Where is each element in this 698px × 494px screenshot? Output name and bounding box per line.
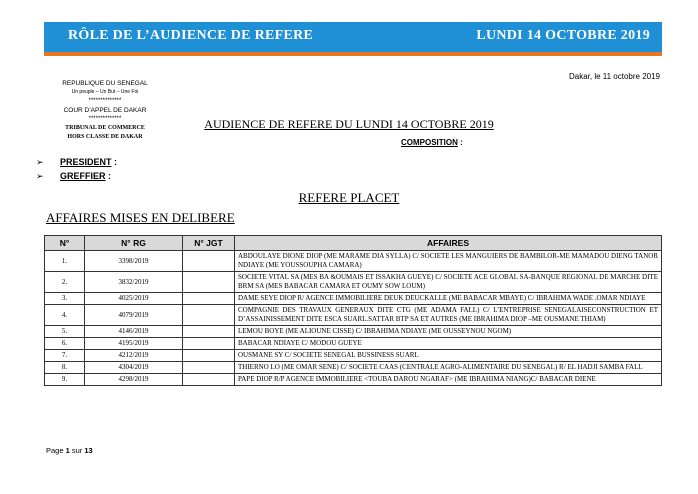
role-label: GREFFIER — [60, 171, 106, 181]
header-title-left: RÔLE DE L’AUDIENCE DE REFERE — [68, 28, 314, 43]
row-affaire: THIERNO LO (ME OMAR SENE) C/ SOCIETE CAAS (CENTRALE AGRO-ALIMENTAIRE DU SENEGAL) R/ EL HADJI SAMBA FALL — [235, 362, 662, 374]
row-jgt — [183, 293, 235, 305]
row-number: 3. — [45, 293, 85, 305]
row-rg: 4195/2019 — [85, 338, 183, 350]
row-affaire: COMPAGNIE DES TRAVAUX GENERAUX DITE CTG (ME ADAMA FALL) C/ L’ENTREPRISE SENEGALAISECONSTRUCTION ET D’ASSAINISSEMENT DITE ESCA SUARL.SATTAR BTP SA ET AUTRES (ME IBRAHIMA DIOP –ME OUSMANE THIAM) — [235, 305, 662, 326]
column-header-rg: N° RG — [85, 236, 183, 251]
column-header-affaires: AFFAIRES — [235, 236, 662, 251]
letterhead-motto: Un peuple – Un But – Une Foi — [71, 89, 139, 95]
column-header-number: N° — [45, 236, 85, 251]
composition-line — [401, 138, 463, 147]
table-row — [45, 272, 662, 293]
table-header-row — [45, 236, 662, 251]
letterhead-class: HORS CLASSE DE DAKAR — [67, 134, 143, 140]
table-row — [45, 251, 662, 272]
row-affaire: BABACAR NDIAYE C/ MODOU GUEYE — [235, 338, 662, 350]
row-rg: 4304/2019 — [85, 362, 183, 374]
role-suffix: : — [111, 157, 118, 167]
row-number: 1. — [45, 251, 85, 272]
page-footer — [46, 446, 93, 455]
row-number: 4. — [45, 305, 85, 326]
column-header-jgt: N° JGT — [183, 236, 235, 251]
letterhead — [48, 79, 162, 142]
row-rg: 4079/2019 — [85, 305, 183, 326]
role-president — [36, 157, 117, 168]
subsection-title: AFFAIRES MISES EN DELIBERE — [46, 210, 235, 225]
row-rg: 4212/2019 — [85, 350, 183, 362]
section-title: REFERE PLACET — [298, 190, 400, 205]
letterhead-stars: ************** — [88, 116, 122, 122]
composition-label: COMPOSITION — [401, 138, 458, 147]
role-greffier — [36, 171, 111, 182]
footer-page-current: 1 — [65, 446, 70, 455]
row-jgt — [183, 305, 235, 326]
footer-page-label: Page — [46, 446, 66, 455]
table-row — [45, 374, 662, 386]
table-row — [45, 326, 662, 338]
header-banner — [44, 22, 662, 56]
row-number: 2. — [45, 272, 85, 293]
date-line: Dakar, le 11 octobre 2019 — [568, 72, 660, 81]
row-affaire: PAPE DIOP R/P AGENCE IMMOBILIERE <TOUBA DAROU NGARAF> (ME IBRAHIMA NIANG)C/ BABACAR DIENE — [235, 374, 662, 386]
row-jgt — [183, 326, 235, 338]
row-number: 9. — [45, 374, 85, 386]
role-suffix: : — [105, 171, 112, 181]
footer-page-total: 13 — [84, 446, 93, 455]
footer-sep: sur — [69, 446, 85, 455]
row-affaire: ABDOULAYE DIONE DIOP (ME MARAME DIA SYLLA) C/ SOCIETE LES MANGUIERS DE BAMBILOR-ME MAMADOU DIENG TANOR NDIAYE (ME YOUSSOUPHA CAMARA) — [235, 251, 662, 272]
composition-suffix: : — [457, 138, 463, 147]
letterhead-republic: REPUBLIQUE DU SENEGAL — [62, 80, 148, 87]
row-affaire: LEMOU BOYE (ME ALIOUNE CISSE) C/ IBRAHIMA NDIAYE (ME OUSSEYNOU NGOM) — [235, 326, 662, 338]
row-jgt — [183, 350, 235, 362]
row-rg: 3832/2019 — [85, 272, 183, 293]
row-number: 5. — [45, 326, 85, 338]
table-row — [45, 338, 662, 350]
row-jgt — [183, 338, 235, 350]
row-number: 6. — [45, 338, 85, 350]
row-rg: 4025/2019 — [85, 293, 183, 305]
letterhead-court: COUR D’APPEL DE DAKAR — [63, 107, 147, 114]
row-jgt — [183, 374, 235, 386]
table-row — [45, 293, 662, 305]
table-row — [45, 305, 662, 326]
hearing-title: AUDIENCE DE REFERE DU LUNDI 14 OCTOBRE 2019 — [204, 117, 494, 131]
row-affaire: DAME SEYE DIOP R/ AGENCE IMMOBILIERE DEUK DEUCKALLE (ME BABACAR MBAYE) C/ IBRAHIMA WADE .OMAR NDIAYE — [235, 293, 662, 305]
role-label: PRESIDENT — [60, 157, 112, 167]
row-number: 8. — [45, 362, 85, 374]
row-rg: 3398/2019 — [85, 251, 183, 272]
row-jgt — [183, 362, 235, 374]
cases-table — [44, 235, 662, 386]
table-row — [45, 362, 662, 374]
row-rg: 4146/2019 — [85, 326, 183, 338]
row-rg: 4298/2019 — [85, 374, 183, 386]
bullet-arrow-icon: ➢ — [36, 171, 44, 181]
header-title-right: LUNDI 14 OCTOBRE 2019 — [476, 28, 650, 43]
row-affaire: OUSMANE SY C/ SOCIETE SENEGAL BUSSINESS SUARL — [235, 350, 662, 362]
table-row — [45, 350, 662, 362]
row-jgt — [183, 251, 235, 272]
row-affaire: SOCIETE VITAL SA (MES BA &OUMAIS ET ISSAKHA GUEYE) C/ SOCIETE ACE GLOBAL SA-BANQUE REGIONAL DE MARCHE DITE BRM SA (MES BABACAR CAMARA ET OUMY SOW LOUM) — [235, 272, 662, 293]
letterhead-stars: ************** — [88, 98, 122, 104]
row-number: 7. — [45, 350, 85, 362]
letterhead-tribunal: TRIBUNAL DE COMMERCE — [65, 125, 145, 131]
bullet-arrow-icon: ➢ — [36, 157, 44, 167]
row-jgt — [183, 272, 235, 293]
